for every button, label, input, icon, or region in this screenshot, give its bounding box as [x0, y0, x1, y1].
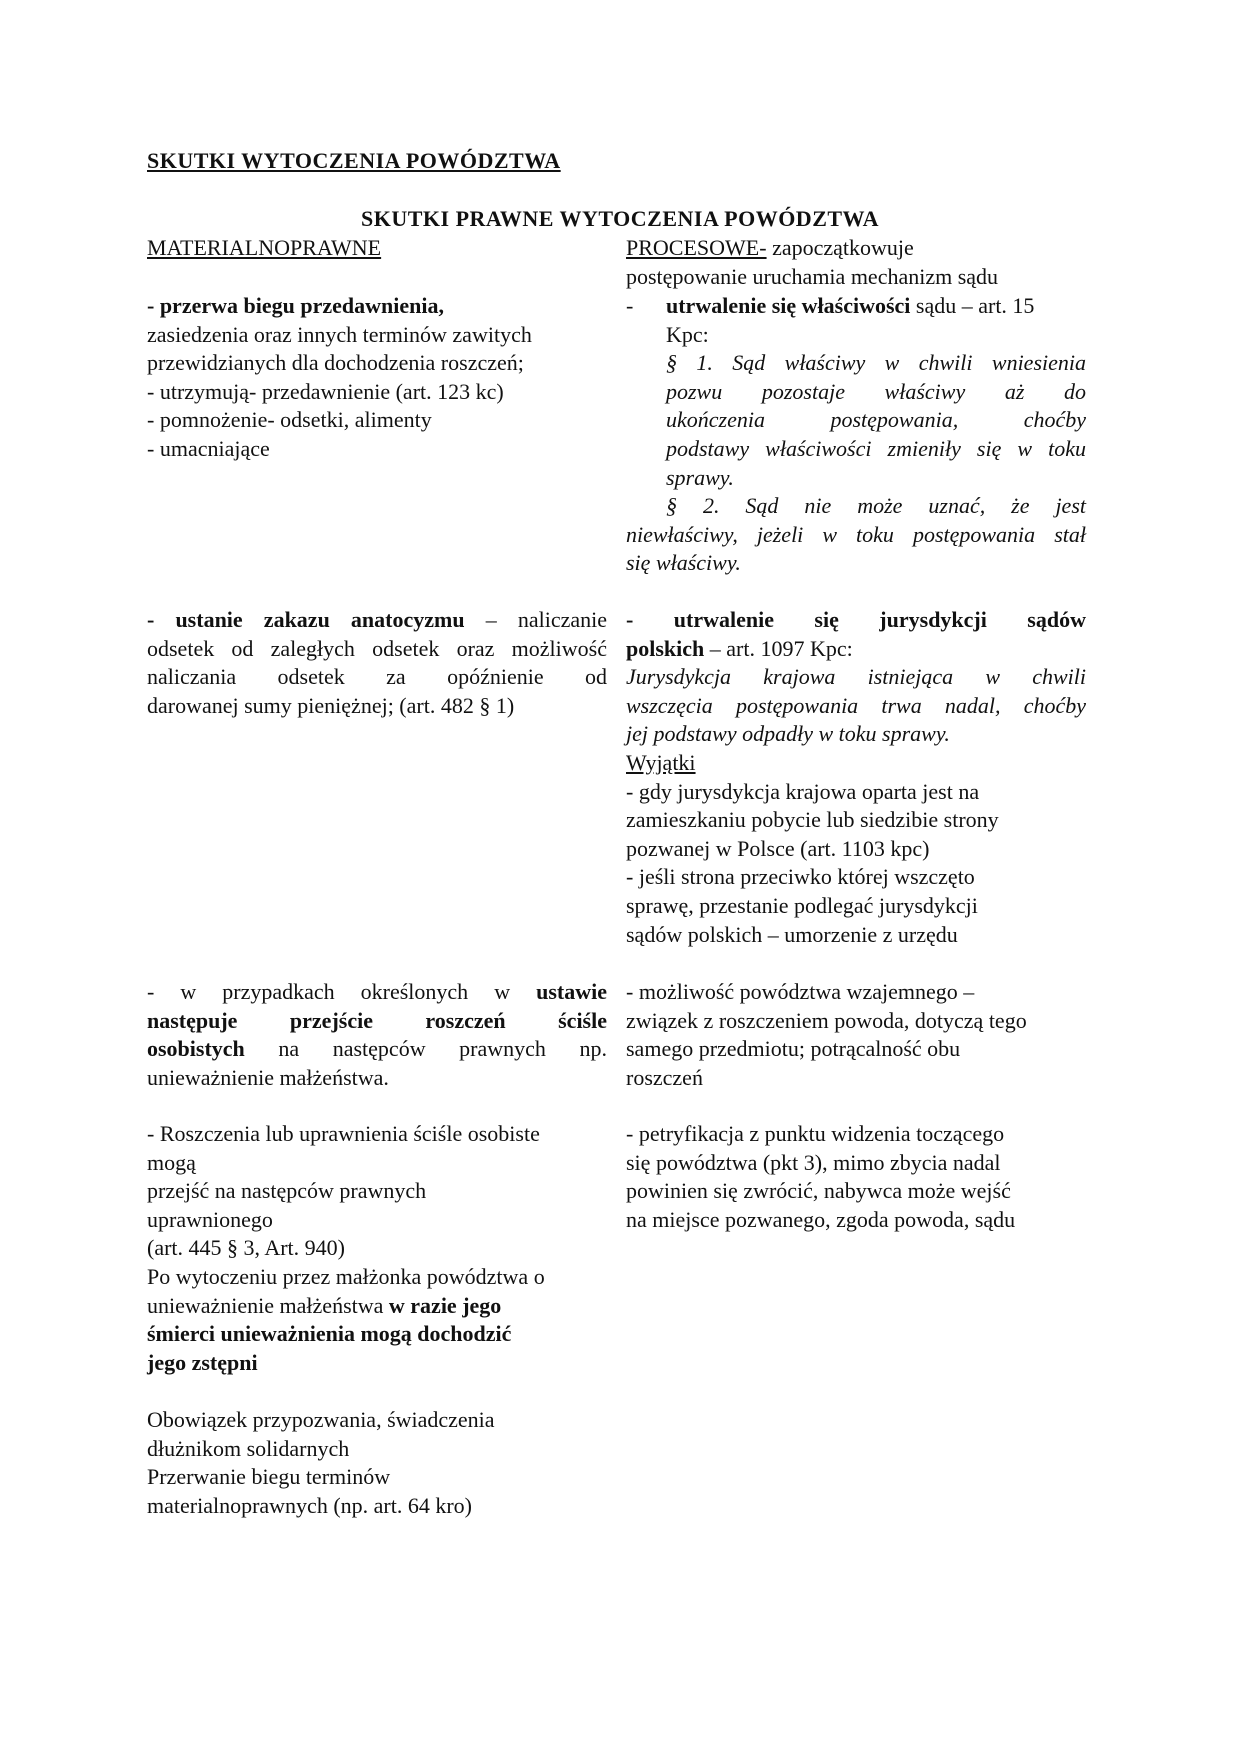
right-b2-quote3: jej podstawy odpadły w toku sprawy. — [626, 721, 950, 747]
left-b4-line7a: unieważnienie małżeństwa — [147, 1292, 389, 1318]
left-column-header — [147, 234, 607, 263]
document-title: SKUTKI WYTOCZENIA POWÓDZTWA — [147, 148, 561, 173]
right-b2-bold2: polskich — [626, 635, 705, 661]
right-b4-line4: na miejsce pozwanego, zgoda powoda, sądu — [626, 1206, 1016, 1232]
left-b1-line4: - utrzymują- przedawnienie (art. 123 kc) — [147, 378, 504, 404]
left-block-przejscie-roszczen — [147, 978, 607, 1092]
left-block-anatocyzm — [147, 606, 607, 720]
left-b4-line5: (art. 445 § 3, Art. 940) — [147, 1235, 345, 1261]
procesowe-heading: PROCESOWE- — [626, 235, 767, 260]
materialnoprawne-heading: MATERIALNOPRAWNE — [147, 235, 382, 260]
right-b2-exc1: - gdy jurysdykcja krajowa oparta jest na — [626, 778, 980, 804]
left-b4-line6: Po wytoczeniu przez małżonka powództwa o — [147, 1263, 545, 1289]
procesowe-heading-rest: zapoczątkowuje — [766, 235, 914, 260]
right-b1-rest: sądu – art. 15 — [910, 293, 1035, 318]
right-b1-bold: utrwalenie się właściwości — [666, 293, 911, 318]
right-b3-line1: - możliwość powództwa wzajemnego – — [626, 979, 975, 1004]
right-b3-line4: roszczeń — [626, 1064, 703, 1090]
left-b2-line3: naliczania odsetek za opóźnienie od — [147, 664, 607, 690]
left-block-przedawnienie — [147, 292, 607, 464]
right-b1-dash: - — [626, 293, 634, 318]
right-b3-line3: samego przedmiotu; potrącalność obu — [626, 1036, 961, 1062]
left-b3-e: na następców prawnych np. — [244, 1036, 607, 1062]
section-title: SKUTKI PRAWNE WYTOCZENIA POWÓDZTWA — [360, 206, 879, 231]
right-b2-rest: – art. 1097 Kpc: — [704, 635, 853, 661]
left-b2-line2: odsetek od zaległych odsetek oraz możliwość — [147, 635, 607, 661]
left-b3-osobistych: osobistych — [147, 1036, 245, 1062]
left-b3-line4: unieważnienie małżeństwa. — [147, 1064, 389, 1090]
left-b1-line3: przewidzianych dla dochodzenia roszczeń; — [147, 350, 524, 376]
right-b1-quote8: się właściwy. — [626, 550, 741, 576]
left-block-roszczenia-osobiste — [147, 1120, 607, 1377]
left-block-przypozwanie — [147, 1406, 607, 1520]
left-b3-ustawie: ustawie — [536, 979, 607, 1004]
left-b3-a: - w przypadkach określonych w — [147, 979, 537, 1004]
left-b4-line8: śmierci unieważnienia mogą dochodzić — [147, 1321, 512, 1347]
right-b2-exc6: sądów polskich – umorzenie z urzędu — [626, 921, 958, 947]
right-b3-line2: związek z roszczeniem powoda, dotyczą tego — [626, 1007, 1027, 1033]
left-b1-line5: - pomnożenie- odsetki, alimenty — [147, 407, 432, 433]
left-b2-rest: – naliczanie — [464, 607, 607, 632]
left-b2-line4: darowanej sumy pieniężnej; (art. 482 § 1) — [147, 692, 515, 718]
procesowe-heading-line2: postępowanie uruchamia mechanizm sądu — [626, 263, 999, 289]
right-b1-quote3: ukończenia postępowania, choćby — [666, 407, 1086, 433]
left-b5-line1: Obowiązek przypozwania, świadczenia — [147, 1407, 495, 1432]
left-b1-bold: - przerwa biegu przedawnienia, — [147, 293, 444, 318]
right-b1-quote7: niewłaściwy, jeżeli w toku postępowania stał — [626, 521, 1086, 547]
left-b4-line7b: w razie jego — [388, 1292, 502, 1318]
right-b4-line3: powinien się zwrócić, nabywca może wejść — [626, 1178, 1011, 1204]
left-b4-line9: jego zstępni — [147, 1349, 258, 1375]
right-b2-bold1: - utrwalenie się jurysdykcji sądów — [626, 607, 1086, 632]
right-b2-exc5: sprawę, przestanie podlegać jurysdykcji — [626, 892, 978, 918]
left-b4-line2: mogą — [147, 1149, 196, 1175]
right-block-powodztwo-wzajemne — [626, 978, 1086, 1092]
right-b4-line2: się powództwa (pkt 3), mimo zbycia nadal — [626, 1149, 1001, 1175]
left-b5-line3: Przerwanie biegu terminów — [147, 1464, 391, 1490]
left-b5-line4: materialnoprawnych (np. art. 64 kro) — [147, 1492, 472, 1518]
right-b1-quote5: sprawy. — [666, 464, 734, 490]
left-b4-line1: - Roszczenia lub uprawnienia ściśle osobiste — [147, 1121, 540, 1146]
right-b4-line1: - petryfikacja z punktu widzenia toczącego — [626, 1121, 1005, 1146]
right-b2-exc2: zamieszkaniu pobycie lub siedzibie strony — [626, 807, 999, 833]
left-b5-line2: dłużnikom solidarnych — [147, 1435, 350, 1461]
right-b2-quote2: wszczęcia postępowania trwa nadal, choćby — [626, 692, 1086, 718]
left-b3-bold-line: następuje przejście roszczeń ściśle — [147, 1007, 607, 1033]
right-b2-exc4: - jeśli strona przeciwko której wszczęto — [626, 864, 975, 890]
left-b2-bold: - ustanie zakazu anatocyzmu — [147, 607, 465, 632]
right-b1-quote1: § 1. Sąd właściwy w chwili wniesienia — [666, 350, 1086, 376]
right-b2-exceptions-heading: Wyjątki — [626, 749, 696, 775]
left-b4-line4: uprawnionego — [147, 1206, 273, 1232]
left-b1-line2: zasiedzenia oraz innych terminów zawitych — [147, 321, 532, 347]
left-b4-line3: przejść na następców prawnych — [147, 1178, 427, 1204]
right-block-jurysdykcja — [626, 606, 1086, 949]
right-b2-quote1: Jurysdykcja krajowa istniejąca w chwili — [626, 664, 1086, 690]
right-b1-line2: Kpc: — [666, 321, 709, 347]
left-b1-line6: - umacniające — [147, 435, 270, 461]
right-b2-exc3: pozwanej w Polsce (art. 1103 kpc) — [626, 835, 930, 861]
right-b1-quote6: § 2. Sąd nie może uznać, że jest — [666, 493, 1086, 519]
right-b1-quote2: pozwu pozostaje właściwy aż do — [666, 378, 1086, 404]
right-block-petryfikacja — [626, 1120, 1086, 1234]
right-b1-quote4: podstawy właściwości zmieniły się w toku — [666, 435, 1086, 461]
right-column-header — [626, 234, 1086, 291]
right-block-wlasciwosc — [626, 292, 1086, 578]
